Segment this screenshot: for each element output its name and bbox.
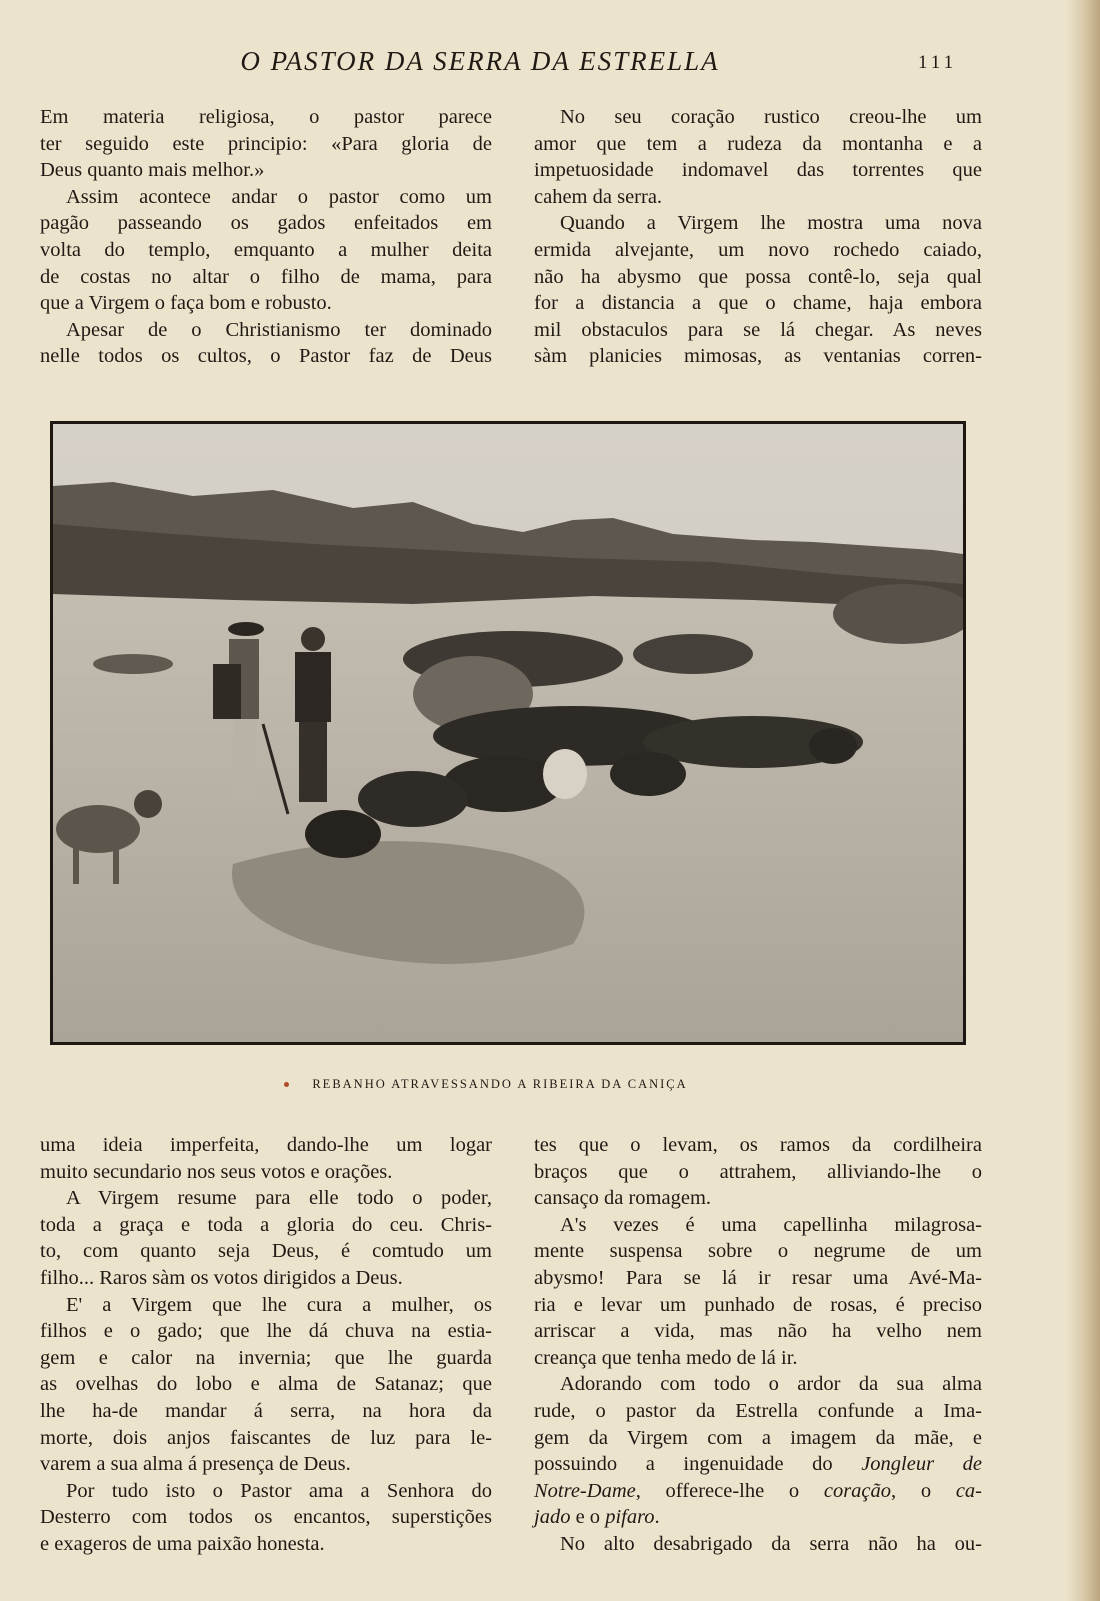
- text-line: ter seguido este principio: «Para gloria de: [40, 132, 492, 155]
- text-line: rude, o pastor da Estrella confunde a Ima-: [534, 1399, 982, 1422]
- italic-word-cajado-end: jado: [534, 1506, 571, 1529]
- text-line: ermida alvejante, um novo rochedo caiado,: [534, 238, 982, 261]
- text-line: gem da Virgem com a imagem da mãe, e: [534, 1426, 982, 1449]
- text-line: A's vezes é uma capellinha milagrosa-: [560, 1213, 982, 1236]
- text-line: volta do templo, emquanto a mulher deita: [40, 238, 492, 261]
- text-line: de costas no altar o filho de mama, para: [40, 265, 492, 288]
- text-line: Desterro com todos os encantos, superstições: [40, 1506, 492, 1529]
- text-line: No alto desabrigado da serra não ha ou-: [560, 1532, 982, 1555]
- text-line: pagão passeando os gados enfeitados em: [40, 212, 492, 235]
- page-edge-shadow: [1066, 0, 1100, 1601]
- text-line: não ha abysmo que possa contê-lo, seja qual: [534, 265, 982, 288]
- text-line: tes que o levam, os ramos da cordilheira: [534, 1134, 982, 1156]
- text-line: filhos e o gado; que lhe dá chuva na estia-: [40, 1320, 492, 1343]
- photograph-image: [53, 424, 963, 1042]
- italic-word-cajado-start: ca-: [955, 1479, 982, 1502]
- text-line: Assim acontece andar o pastor como um: [66, 185, 492, 208]
- text-line: nelle todos os cultos, o Pastor faz de Deus: [40, 345, 492, 368]
- rock-outcrop: [93, 654, 173, 674]
- text-line: e exageros de uma paixão honesta.: [40, 1532, 325, 1555]
- photograph-flock-crossing-stream: [50, 421, 966, 1045]
- text-line: [534, 1478, 982, 1505]
- running-header-title: O PASTOR DA SERRA DA ESTRELLA: [240, 46, 720, 76]
- text-line: braços que o attrahem, alliviando-lhe o: [534, 1160, 982, 1183]
- text-line: muito secundario nos seus votos e orações.: [40, 1160, 393, 1183]
- column-top-left: [40, 104, 492, 370]
- italic-title-jongleur: Jongleur de: [861, 1453, 982, 1476]
- column-top-right: [534, 104, 982, 370]
- text-line: arriscar a vida, mas não ha velho nem: [534, 1320, 982, 1343]
- text-line: [534, 1451, 982, 1478]
- column-bottom-right: [534, 1132, 982, 1558]
- italic-title-notre-dame: Notre-Dame: [534, 1479, 636, 1502]
- text-line: filho... Raros sàm os votos dirigidos a Deus.: [40, 1266, 403, 1289]
- page-number: 111: [918, 52, 958, 73]
- text-line: abysmo! Para se lá ir resar uma Avé-Ma-: [534, 1266, 982, 1289]
- text-line: que a Virgem o faça bom e robusto.: [40, 292, 332, 315]
- text-line: Adorando com todo o ardor da sua alma: [560, 1373, 982, 1396]
- text-line: uma ideia imperfeita, dando-lhe um logar: [40, 1134, 492, 1156]
- text-run: , offerece-lhe o: [635, 1479, 824, 1502]
- text-line: gem e calor na invernia; que lhe guarda: [40, 1346, 492, 1369]
- text-line: Por tudo isto o Pastor ama a Senhora do: [66, 1479, 492, 1502]
- text-line: varem a sua alma á presença de Deus.: [40, 1453, 351, 1476]
- text-line: toda a graça e toda a gloria do ceu. Chris-: [40, 1213, 492, 1236]
- text-run: e o: [570, 1506, 606, 1529]
- man-figure: [295, 627, 331, 802]
- text-line: lhe ha-de mandar á serra, na hora da: [40, 1399, 492, 1422]
- text-line: impetuosidade indomavel das torrentes que: [534, 159, 982, 182]
- text-line: to, com quanto seja Deus, é comtudo um: [40, 1240, 492, 1263]
- text-line: as ovelhas do lobo e alma de Satanaz; que: [40, 1373, 492, 1396]
- text-line: Quando a Virgem lhe mostra uma nova: [560, 212, 982, 235]
- text-line: [534, 1504, 982, 1531]
- text-line: E' a Virgem que lhe cura a mulher, os: [66, 1293, 492, 1316]
- text-line: cansaço da romagem.: [534, 1187, 712, 1210]
- text-line: amor que tem a rudeza da montanha e a: [534, 132, 982, 155]
- text-line: mil obstaculos para se lá chegar. As neves: [534, 318, 982, 341]
- rock-outcrop: [633, 634, 753, 674]
- text-run: , o: [891, 1479, 956, 1502]
- text-line: ria e levar um punhado de rosas, é preciso: [534, 1293, 982, 1316]
- text-line: morte, dois anjos faiscantes de luz para le-: [40, 1426, 492, 1449]
- text-line: cahem da serra.: [534, 185, 663, 208]
- text-line: No seu coração rustico creou-lhe um: [560, 106, 982, 128]
- text-line: Em materia religiosa, o pastor parece: [40, 106, 492, 128]
- text-line: A Virgem resume para elle todo o poder,: [66, 1187, 492, 1210]
- italic-word-pifaro: pifaro: [605, 1506, 655, 1529]
- text-line: for a distancia a que o chame, haja embora: [534, 292, 982, 315]
- italic-word-coracao: coração: [823, 1479, 892, 1502]
- figure-caption: REBANHO ATRAVESSANDO A RIBEIRA DA CANIÇA: [312, 1077, 688, 1091]
- text-line: Apesar de o Christianismo ter dominado: [66, 318, 492, 341]
- text-line: sàm planicies mimosas, as ventanias corren-: [534, 345, 982, 368]
- text-line: mente suspensa sobre o negrume de um: [534, 1240, 982, 1263]
- column-bottom-left: [40, 1132, 492, 1558]
- text-run: possuindo a ingenuidade do: [534, 1453, 862, 1476]
- text-line: Deus quanto mais melhor.»: [40, 159, 265, 182]
- text-line: creança que tenha medo de lá ir.: [534, 1346, 798, 1369]
- text-run: .: [654, 1506, 660, 1529]
